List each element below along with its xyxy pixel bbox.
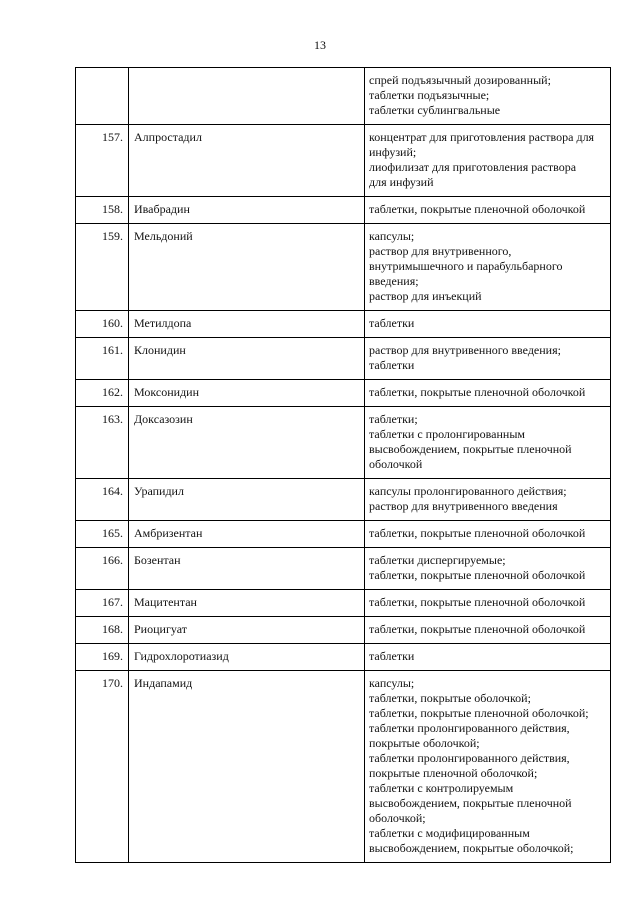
dosage-form-line: лиофилизат для приготовления раствора [369,160,577,174]
drug-name: Мацитентан [129,590,365,617]
dosage-forms [365,311,611,338]
row-number: 168. [76,617,129,644]
drug-name: Метилдопа [129,311,365,338]
drug-name: Ивабрадин [129,197,365,224]
table-row [76,548,611,590]
dosage-form-line: таблетки, покрытые пленочной оболочкой [369,385,586,399]
dosage-form-line: капсулы пролонгированного действия; [369,484,567,498]
dosage-form-line: таблетки [369,358,415,372]
table-row [76,68,611,125]
dosage-forms [365,407,611,479]
dosage-form-line: таблетки диспергируемые; [369,553,506,567]
table-row [76,125,611,197]
drug-name: Доксазозин [129,407,365,479]
table-row [76,380,611,407]
drug-name: Риоцигуат [129,617,365,644]
dosage-form-line: таблетки с контролируемым [369,781,514,795]
dosage-form-line: таблетки, покрытые пленочной оболочкой [369,202,586,216]
row-number: 157. [76,125,129,197]
dosage-form-line: высвобождением, покрытые пленочной [369,796,572,810]
drug-name: Моксонидин [129,380,365,407]
dosage-form-line: для инфузий [369,175,434,189]
drug-name: Алпростадил [129,125,365,197]
table-row [76,479,611,521]
drug-name: Индапамид [129,671,365,863]
table-row [76,224,611,311]
dosage-forms [365,338,611,380]
dosage-forms [365,380,611,407]
dosage-forms [365,644,611,671]
drug-table [75,67,611,863]
dosage-forms [365,68,611,125]
table-row [76,617,611,644]
page-number: 13 [314,38,326,52]
dosage-forms [365,125,611,197]
row-number: 164. [76,479,129,521]
dosage-form-line: капсулы; [369,229,415,243]
dosage-form-line: покрытые оболочкой; [369,736,480,750]
row-number: 169. [76,644,129,671]
dosage-form-line: таблетки, покрытые оболочкой; [369,691,531,705]
dosage-form-line: высвобождением, покрытые пленочной [369,442,572,456]
table-row [76,311,611,338]
dosage-form-line: раствор для инъекций [369,289,482,303]
row-number: 158. [76,197,129,224]
dosage-form-line: таблетки, покрытые пленочной оболочкой [369,568,586,582]
dosage-form-line: раствор для внутривенного введения [369,499,558,513]
dosage-forms [365,548,611,590]
dosage-form-line: оболочкой [369,457,423,471]
dosage-form-line: таблетки, покрытые пленочной оболочкой [369,595,586,609]
table-row [76,338,611,380]
table-row [76,407,611,479]
dosage-form-line: таблетки, покрытые пленочной оболочкой [369,622,586,636]
dosage-form-line: концентрат для приготовления раствора для [369,130,595,144]
dosage-forms [365,479,611,521]
dosage-form-line: спрей подъязычный дозированный; [369,73,551,87]
table-row [76,197,611,224]
dosage-form-line: таблетки сублингвальные [369,103,501,117]
dosage-forms [365,617,611,644]
table-row [76,521,611,548]
row-number: 163. [76,407,129,479]
drug-name: Урапидил [129,479,365,521]
dosage-form-line: капсулы; [369,676,415,690]
dosage-form-line: таблетки, покрытые пленочной оболочкой [369,526,586,540]
drug-name: Гидрохлоротиазид [129,644,365,671]
table-row [76,644,611,671]
row-number: 159. [76,224,129,311]
dosage-forms [365,224,611,311]
dosage-form-line: введения; [369,274,419,288]
table-row [76,590,611,617]
row-number: 160. [76,311,129,338]
dosage-form-line: таблетки с пролонгированным [369,427,526,441]
dosage-forms [365,671,611,863]
dosage-form-line: таблетки, покрытые пленочной оболочкой; [369,706,589,720]
dosage-form-line: таблетки подъязычные; [369,88,490,102]
row-number: 165. [76,521,129,548]
row-number: 162. [76,380,129,407]
dosage-form-line: таблетки пролонгированного действия, [369,721,570,735]
row-number: 170. [76,671,129,863]
table-row [76,671,611,863]
dosage-form-line: таблетки [369,316,415,330]
drug-name: Клонидин [129,338,365,380]
dosage-form-line: раствор для внутривенного введения; [369,343,561,357]
dosage-form-line: таблетки с модифицированным [369,826,530,840]
drug-name: Бозентан [129,548,365,590]
dosage-form-line: таблетки [369,649,415,663]
dosage-form-line: раствор для внутривенного, [369,244,512,258]
drug-name: Амбризентан [129,521,365,548]
drug-name: Мельдоний [129,224,365,311]
row-number [76,68,129,125]
dosage-form-line: оболочкой; [369,811,426,825]
dosage-forms [365,197,611,224]
dosage-forms [365,590,611,617]
dosage-form-line: покрытые пленочной оболочкой; [369,766,538,780]
dosage-form-line: таблетки пролонгированного действия, [369,751,570,765]
dosage-form-line: таблетки; [369,412,418,426]
dosage-form-line: высвобождением, покрытые оболочкой; [369,841,574,855]
dosage-form-line: внутримышечного и парабульбарного [369,259,563,273]
row-number: 161. [76,338,129,380]
table-body [76,68,611,863]
drug-name [129,68,365,125]
row-number: 167. [76,590,129,617]
row-number: 166. [76,548,129,590]
dosage-form-line: инфузий; [369,145,417,159]
dosage-forms [365,521,611,548]
